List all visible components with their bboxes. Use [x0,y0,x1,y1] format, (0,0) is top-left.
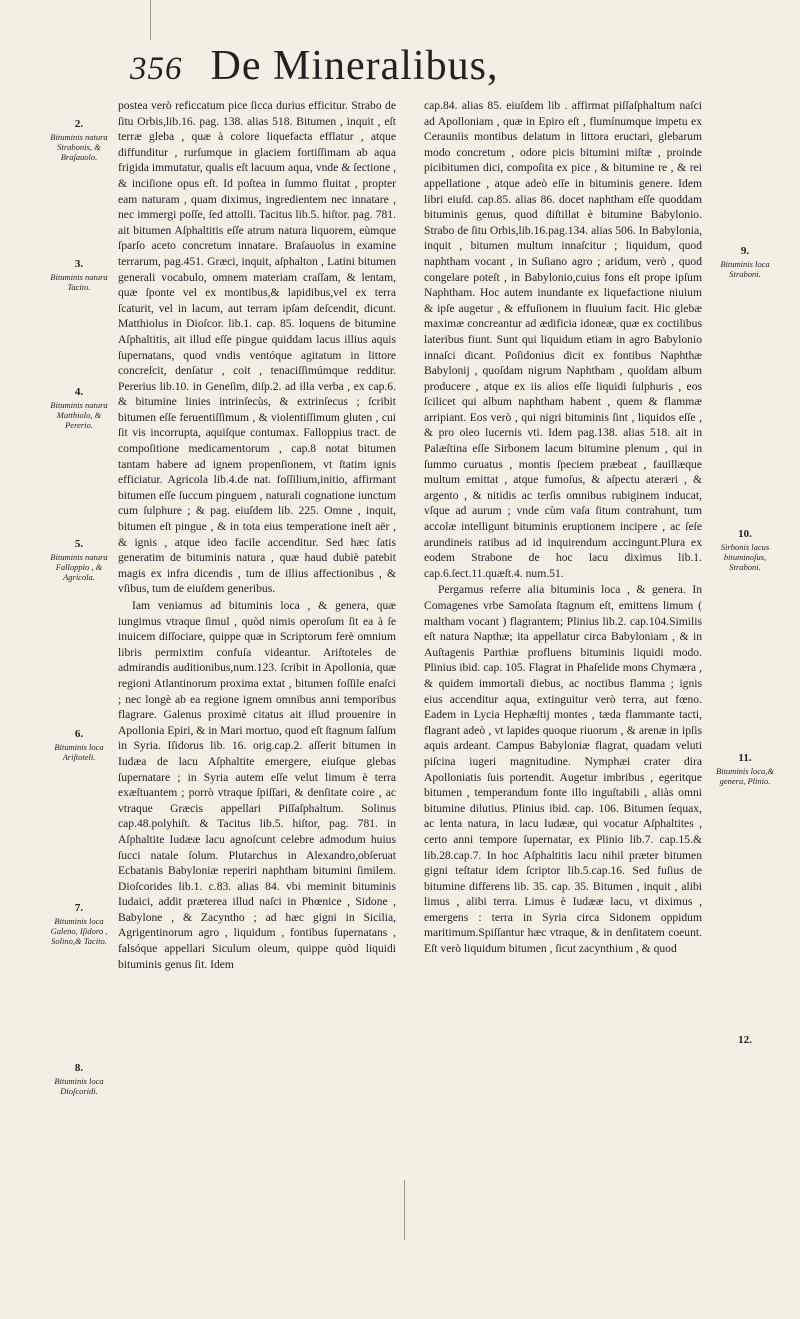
scan-artifact [404,1180,405,1240]
left-text-column [118,98,396,973]
margin-note: Bituminis natura Strabonis, & Braſauolo. [50,132,108,162]
margin-note: Sirbonis lacus bituminoſus, Straboni. [720,542,770,572]
right-text-column [424,98,702,958]
margin-note: Bituminis natura Falloppio , & Agricola. [50,552,108,582]
margin-note: Bituminis loca Galeno, Iſidoro , Solino,& Tacito. [50,916,108,946]
margin-note: Bituminis loca,& genera, Plinio. [715,766,775,786]
margin-number: 10. [738,528,752,540]
paragraph: cap.84. alias 85. eiuſdem lib . affirmat piſſaſphaltum naſci ad Apolloniam , quæ in Epiro eſt , flumínumque impetu ex Cerauniis montibus delatum in littora eructari, glebarum modo concretum , odore picis bitumini miſtæ , proinde picibitumen dici, compoſita ex pice , & bitumine re , & rei appellatione , atque adeò eſſe in bituminis genere. Idem libri eiuſd. cap.85. alias 86. docet naphtham eſſe quoddam bituminis genus, quod diſtillat è bitumine Babylonio. Strabo de ſitu Orbis,lib.16.pag.134. alias 506. In Babylonia, inquit , bitumen multum innaſcitur ; liquidum, quod naphtham vocant , in Suſiano agro ; aridum, verò , quod congelare poteſt , in Babylonio,cuius fons eſt prope ipſum Naphtham. Hoc autem inundante ex liquefactione niuium & ipſe augetur , & effuſionem in fluuium facit. Hic glebæ maximæ concreantur ad ædificia idoneæ, quæ ex coctilibus lateribus fiunt. Sunt qui liquidum etiam in agro Babylonio innaſci dicant. Poſidonius dicit ex fontibus Naphthæ Babylonij , quoſdam nigrum Naphtham , quoſdam album producere , atque ex iis alios eſſe liquidi ſulphuris , eos ſcilicet qui album naphtham habent , quem & flammæ arripiant. Eos verò , qui nigri bituminis ſint , liquidos eſſe , & pro oleo lucernis vti. Idem pag.138. alias 518. ait in Palæſtina eſſe Sirbonem lacum bitumine plenum , qui in ſummo curuatus , montis ſpeciem præbeat , fauillæque multum emittat , atque fumoſus, & aſpectu ateræri , & argento , & nitidis ac terſis omnibus rubiginem inducat, vſque ad aurum ; vnde cùm vaſa ſitum contrahunt, tum accolæ intelligunt bituminis eruptionem incipere , ac ſeſe arundineis ratibus ad id inquirendum accingunt.Plura ex eodem Strabone de hoc lacu diximus lib.1. cap.6.ſect.11.quæſt.4. num.51. [424,99,702,580]
margin-note: Bituminis natura Matthiolo, & Pererio. [50,400,108,430]
paragraph: Iam veniamus ad bituminis loca , & genera, quæ iungimus vtraque ſimul , quòd nimis operoſum ſit ea à ſe inuicem diſſociare, quippe quæ in Scriptorum ferè omnium libris permixtim confuſa videantur. Ariſtoteles de admirandis auditionibus,num.123. ſcribit in Apollonia, quæ regioni Atlantinorum proxima extat , bitumen foſſile enaſci ; nec longè ab ea regione ignem omnibus anni temporibus flagrare. Galenus proximè citatus ait illud prouenire in Apollonia Epiri, & in Mari mortuo, quod eſt ſtagnum ſalſum in Syria. Iſidorus lib. 16. orig.cap.2. aſſerit bitumen in Iudæa de lacu Aſphaltite emergere, eiuſque glebas ſupernatare ; in Syria autem eſſe velut limum è terra exæſtuantem ; porrò vtraque ſpiſſari, & denſitate coire , ac vtraque Græcis appellari Piſſaſphaltum. Solinus cap.48.polyhiſt. & Tacitus lib.5. hiſtor, pag. 781. in Aſphaltite Iudææ lacu agnoſcunt celebre admodum huius ſucci natale ſolum. Plutarchus in Alexandro,obſeruat Ecbatanis Babyloniæ reperiri naphtham bitumini ſimilem. Dioſcorides lib.1. c.83. alias 84. vbi meminit bituminis Iudaici, addit præterea illud naſci in Phœnice , Sidone , Babylone , & Zacyntho ; ad hæc gigni in Sicilia, Agrigentinorum agro , liquidum , fontibus ſupernatans , falsóque appellari Siculum oleum, quippe quòd liquidi bituminis genus ſit. Idem [118,599,396,971]
page-number: 356 [130,51,183,87]
margin-number: 9. [740,245,750,257]
margin-number: 12. [738,1034,752,1046]
scan-artifact [150,0,151,40]
margin-number: 8. [74,1062,84,1074]
paragraph: Pergamus referre alia bituminis loca , & genera. In Comagenes vrbe Samoſata ſtagnum eſt, emittens limum ( maltham vocant ) flagrantem; Plinius lib.2. cap.104.Similis eſt natura Napthæ; ita appellatur circa Babyloniam , & in Auſtagenis Parthiæ profluens bituminis liquidi modo. Plinius ibid. cap. 105. Flagrat in Phaſelide mons Chymæra , & quidem immortali diebus, ac noctibus flamma ; ignis eius accenditur aqua, extinguitur verò terra, aut fœno. Eadem in Lycia Hephæſtij montes , tæda flammante tacti, flagrant adeò , vt lapides quoque riuorum , & arenæ in ipſis aquis ardeant. Campus Babyloniæ flagrat, quadam veluti piſcina iugeri magnitudine. Nymphæi crater dira Apolloniatis ſuis portendit. Augetur imbribus , egeritque bitumen , temperandum fonte illo inguſtabili , aliàs omni bitumine dilutius. Plinius ibid. cap. 106. Bitumen ſequax, ac lenta natura, in lacu Iudææ, qui vocatur Aſphaltites , certo anni tempore ſupernatar, ex Plinio lib.7. cap.15.& lib.28.cap.7. In hoc Aſphaltitis lacu nihil præter bitumen gigni teſtatur idem ſcriptor lib.5.cap.16. Sed fuſius de bitumine differens lib. 35. cap. 35. Bitumen , inquit , alibi limus , alibi terra. Limus è Iudææ lacu, vt diximus , emergens : terra in Syria circa Sidonem oppidum maritimum.Spiſſantur hæc vtraque, & in denſitatem coeunt. Eſt verò liquidum bitumen , ſicut zacynthium , & quod [424,583,702,956]
margin-note: Bituminis loca Dioſcoridi. [54,1076,104,1096]
running-title: De Mineralibus, [210,43,499,89]
margin-number: 11. [738,752,752,764]
margin-number: 5. [74,538,84,550]
margin-number: 3. [74,258,84,270]
margin-number: 6. [74,728,84,740]
paragraph: postea verò reficcatum pice ſicca durius efficitur. Strabo de ſitu Orbis,lib.16. pag. 138. alias 518. Bitumen , inquit , eſt terræ gleba , quæ à colore liquefacta efflatur , atque diffunditur , rurſumque in glaciem fortiſſimam ab aqua frigida immutatur, qualis eſt lacuum aqua, vnde & ſectione , & inciſione opus eſt. Id poſtea in ſummo fluitat , propter eam naturam , quam diximus, ingredientem nec innatare , nec immergi poſſe, ſed attolli. Tacitus lib.5. hiſtor. pag. 781. ait bitumen Aſphaltitis eſſe atrum natura liquorem, eùmque ſparſo aceto concretum innatare. Braſauolus in examine terrarum, pag.451. Græci, inquit, aſphalton , Latini bitumen generali vocabulo, omnem materiam craſſam, & lentam, quæ ſponte vel ex montibus,& lapidibus,vel ex terra ſcaturit, vel in lacum, aut terram ipſam deſcendit, dicunt. Matthiolus in Dioſcor. lib.1. cap. 85. loquens de bitumine Aſphaltitis, ait illud eſſe pingue quiddam lacus illius aquis ſupernatans, quod vndis ventóque agitatum in littore concreſcit, denſatur , coit , tenaciſſimúmque redditur. Pererius lib.10. in Geneſim, diſp.2. ad illa verba , ex cap.6. & bitumine linies intrinſecùs, & extrinſecus ; ſcribit bitumen eſſe feruentiſſimum , & violentiſſimum gluten , cui ſit vis incorrupta, aquiſque contumax. Falloppius tract. de compoſitione medicamentorum , cap.8 notat bitumen tantam habere ad ignem propenſionem, vt ſtatim ignis efficiatur. Agricola lib.4.de nat. foſſilium,initio, affirmant bitumen eſſe ſuccum pinguem , naturali cognatione iunctum cum ſulphure ; & pag. eiuſdem lib. 225. Omne , inquit, bitumen eſt pingue , & in tota eius temperatione ineſt aër , & ignis , atque ideo facile accenditur. Sed hæc ſatis generatim de bituminis natura , quæ haud dubiè patebit magis ex infra dicendis , tum de illius affectionibus , & vſibus, tum de eiuſdem generibus. [118,99,396,596]
margin-note: Bituminis loca Straboni. [720,259,770,279]
margin-note: Bituminis natura Tacito. [50,272,108,292]
margin-number: 7. [74,902,84,914]
page-header [130,42,690,94]
margin-number: 2. [74,118,84,130]
margin-note: Bituminis loca Ariſtoteli. [54,742,104,762]
margin-number: 4. [74,386,84,398]
